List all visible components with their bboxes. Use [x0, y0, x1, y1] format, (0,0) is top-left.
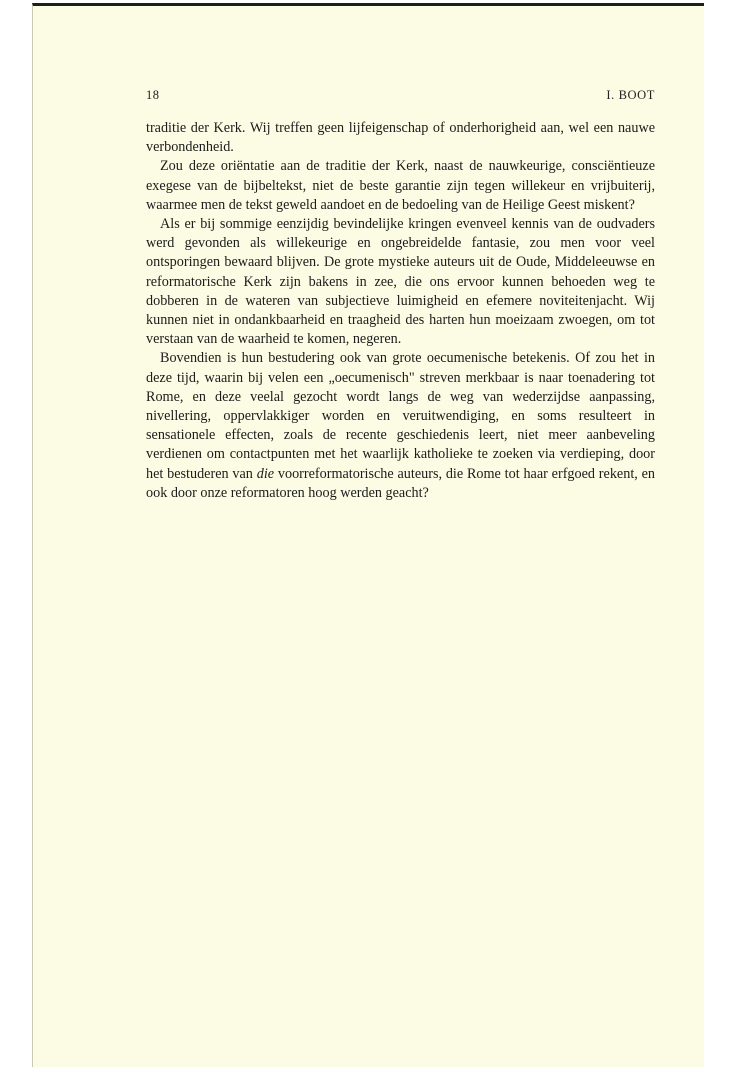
paragraph-3: Als er bij sommige eenzijdig bevindelijke kringen evenveel kennis van de oudvaders werd gevonden als willekeurige en ongebreidelde fantasie, zou men voor veel ontsporingen bewaard blijven. De grote mystieke auteurs uit de Oude, Middeleeuwse en reformatorische Kerk zijn bakens in zee, die ons ervoor kunnen behoeden weg te dobberen in de wateren van subjectieve luimigheid en efemere noviteitenjacht. Wij kunnen niet in ondankbaarheid en traagheid des harten hun moeizaam zwoegen, om tot verstaan van de waarheid te komen, negeren.	[146, 216, 655, 348]
body-text	[146, 119, 655, 503]
paragraph-2: Zou deze oriëntatie aan de traditie der Kerk, naast de nauwkeurige, consciëntieuze exegese van de bijbeltekst, niet de beste garantie zijn tegen willekeur en vrijbuiterij, waarmee men de tekst geweld aandoet en de bedoeling van de Heilige Geest miskent?	[146, 158, 655, 213]
paragraph-4-text-before: Bovendien is hun bestudering ook van grote oecumenische betekenis. Of zou het in deze tijd, waarin bij velen een „oecumenisch" streven merkbaar is naar toenadering tot Rome, en deze veelal gezocht wordt langs de weg van wederzijdse aanpassing, nivellering, oppervlakkiger worden en veruitwendiging, en soms resulteert in sensationele effecten, zoals de recente geschiedenis leert, niet meer aanbeveling verdienen om contactpunten met het waarlijk katholieke te zoeken via verdieping, door het bestuderen van	[146, 350, 655, 482]
page-number: 18	[146, 88, 160, 102]
running-title: I. BOOT	[606, 88, 655, 102]
paragraph-4-text-after: voorreformatorische auteurs, die Rome tot haar erfgoed rekent, en ook door onze reformatoren hoog werden geacht?	[146, 465, 656, 501]
paragraph-1: traditie der Kerk. Wij treffen geen lijfeigenschap of onderhorigheid aan, wel een nauwe verbondenheid.	[146, 120, 655, 156]
paragraph-4-italic-word: die	[256, 465, 275, 482]
paragraph-4	[146, 349, 655, 503]
